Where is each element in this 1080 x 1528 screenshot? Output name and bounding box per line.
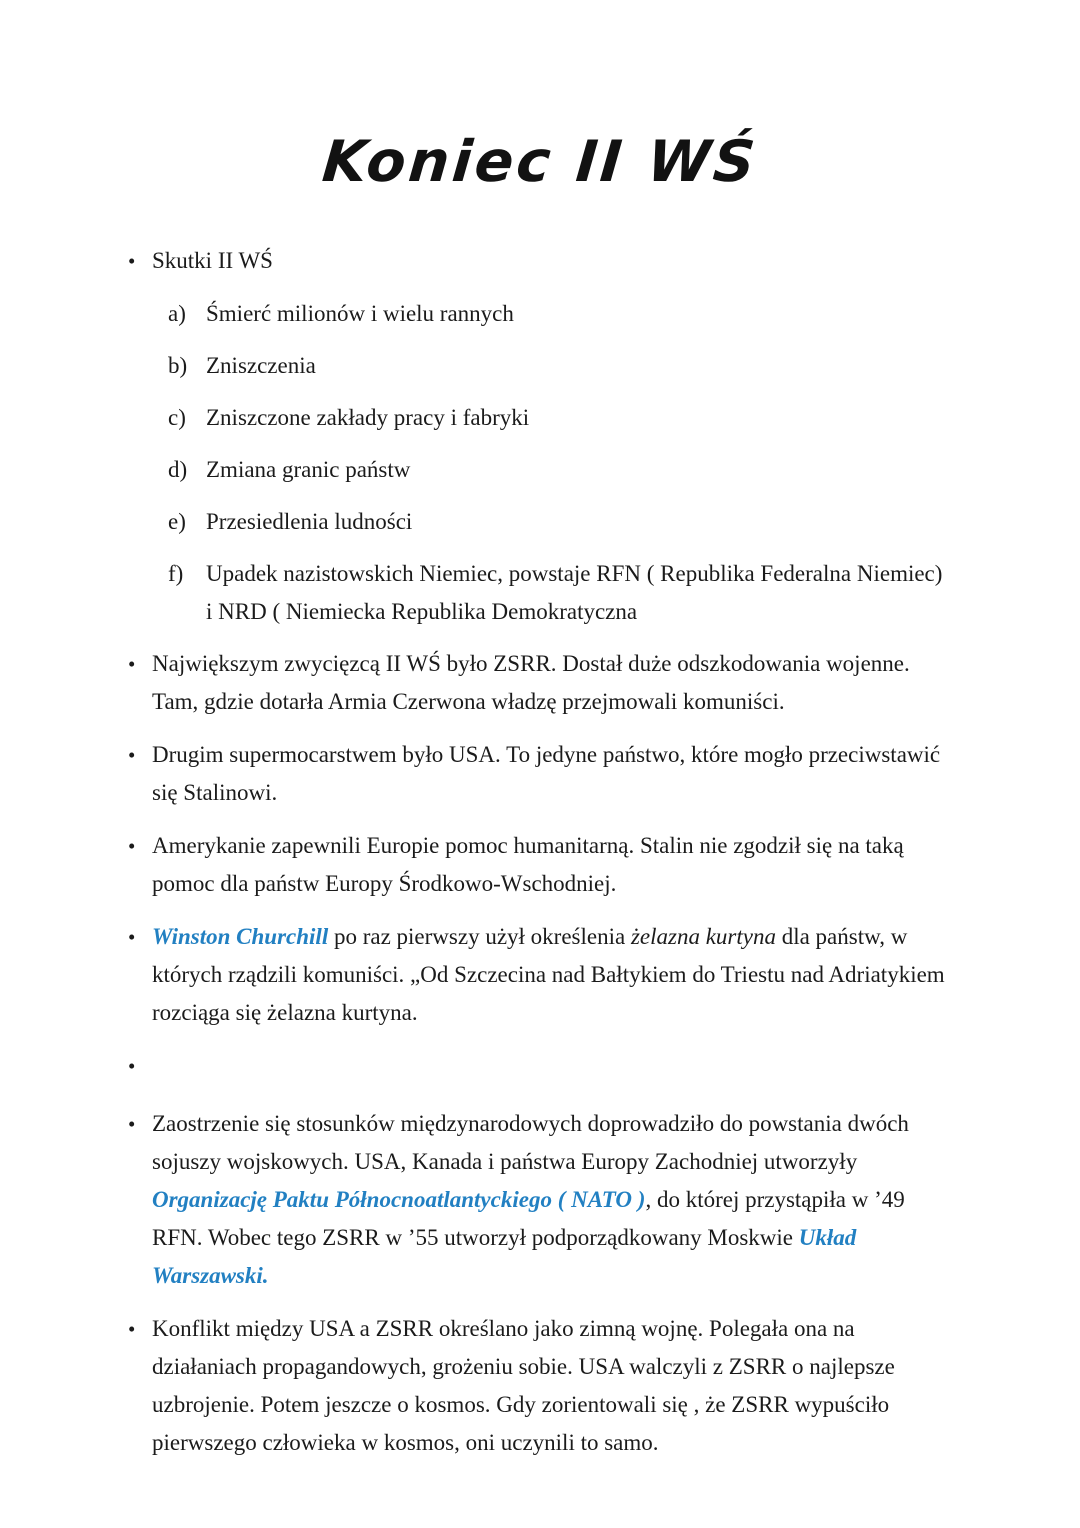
- paragraph-text: Największym zwycięzcą II WŚ było ZSRR. Dostał duże odszkodowania wojenne. Tam, gdzie dotarła Armia Czerwona władzę przejmowali komuniści.: [152, 651, 910, 715]
- item-letter: e): [168, 509, 186, 535]
- term-zelazna-kurtyna: żelazna kurtyna: [630, 924, 776, 950]
- list-item-skutki: [128, 242, 952, 280]
- link-nato[interactable]: Organizację Paktu Północnoatlantyckiego ( NATO ): [152, 1187, 646, 1213]
- paragraph-segment: po raz pierwszy użył określenia: [328, 924, 631, 950]
- item-text: Zniszczenia: [206, 353, 316, 379]
- empty-paragraph: [152, 1047, 952, 1085]
- bullet-icon: •: [128, 743, 136, 768]
- paragraph-segment: , do której przystąpiła w ’49 RFN. Wobec tego ZSRR w ’55 utworzył podporządkowany Moskwie: [152, 1187, 905, 1251]
- item-letter: f): [168, 561, 184, 587]
- bullet-icon: •: [128, 652, 136, 677]
- empty-bullet-row: [128, 1047, 952, 1085]
- item-letter: a): [168, 301, 186, 327]
- paragraph-text: Drugim supermocarstwem było USA. To jedyne państwo, które mogło przeciwstawić się Stalinowi.: [152, 742, 941, 806]
- paragraph-zsrr: [128, 645, 952, 721]
- item-text: Upadek nazistowskich Niemiec, powstaje RFN ( Republika Federalna Niemiec) i NRD ( Niemiecka Republika Demokratyczna: [206, 561, 943, 625]
- lettered-item-f: [168, 555, 952, 631]
- paragraph-zimna-wojna: [128, 1310, 952, 1462]
- lettered-item-a: [168, 295, 952, 333]
- page-title: Koniec II WŚ: [319, 129, 761, 195]
- lettered-item-b: [168, 347, 952, 385]
- paragraph-pomoc: [128, 827, 952, 903]
- item-text: Przesiedlenia ludności: [206, 509, 413, 535]
- link-winston-churchill[interactable]: Winston Churchill: [152, 924, 329, 950]
- item-letter: c): [168, 405, 186, 431]
- bullet-icon: •: [128, 1054, 136, 1079]
- link-uklad-warszawski[interactable]: Układ Warszawski.: [152, 1225, 857, 1289]
- list-intro-text: Skutki II WŚ: [152, 248, 273, 274]
- bullet-icon: •: [128, 925, 136, 950]
- paragraph-usa: [128, 736, 952, 812]
- paragraph-segment: dla państw, w których rządzili komuniści. „Od Szczecina nad Bałtykiem do Triestu nad Adriatykiem rozciąga się żelazna kurtyna.: [152, 924, 945, 1026]
- bullet-icon: •: [128, 1317, 136, 1342]
- paragraph-text: Konflikt między USA a ZSRR określano jako zimną wojnę. Polegała ona na działaniach propagandowych, grożeniu sobie. USA walczyli z ZSRR o najlepsze uzbrojenie. Potem jeszcze o kosmos. Gdy zorientowali się , że ZSRR wypuściło pierwszego człowieka w kosmos, oni uczynili to samo.: [152, 1316, 895, 1456]
- bullet-icon: •: [128, 834, 136, 859]
- lettered-item-c: [168, 399, 952, 437]
- bullet-icon: •: [128, 249, 136, 274]
- item-text: Śmierć milionów i wielu rannych: [206, 301, 514, 327]
- item-letter: d): [168, 457, 188, 483]
- paragraph-churchill: [128, 918, 952, 1032]
- lettered-item-d: [168, 451, 952, 489]
- item-text: Zniszczone zakłady pracy i fabryki: [206, 405, 530, 431]
- document-body: [128, 242, 952, 1462]
- paragraph-nato: [128, 1105, 952, 1295]
- paragraph-text: Amerykanie zapewnili Europie pomoc humanitarną. Stalin nie zgodził się na taką pomoc dla państw Europy Środkowo-Wschodniej.: [152, 833, 904, 897]
- lettered-item-e: [168, 503, 952, 541]
- paragraph-text: [152, 1105, 952, 1295]
- bullet-icon: •: [128, 1112, 136, 1137]
- paragraph-segment: Zaostrzenie się stosunków międzynarodowych doprowadziło do powstania dwóch sojuszy wojskowych. USA, Kanada i państwa Europy Zachodniej utworzyły: [152, 1111, 909, 1175]
- item-letter: b): [168, 353, 188, 379]
- paragraph-text: [152, 918, 952, 1032]
- item-text: Zmiana granic państw: [206, 457, 411, 483]
